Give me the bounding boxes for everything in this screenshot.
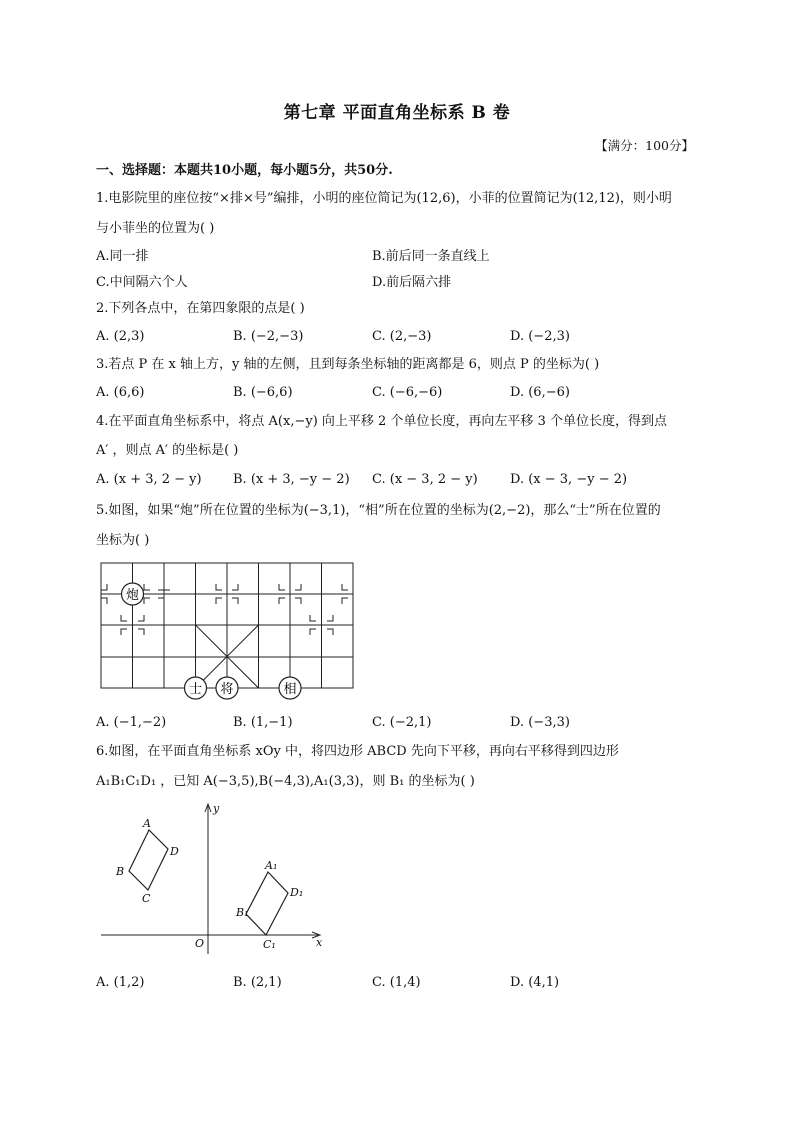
q5-option-c[interactable]: C. (−2,1): [372, 715, 432, 730]
q6-stem-line2: A₁B₁C₁D₁ ，已知 A(−3,5),B(−4,3),A₁(3,3)，则 B₁ 的坐标为( ): [96, 774, 475, 789]
q6-stem-line1: 6.如图，在平面直角坐标系 xOy 中，将四边形 ABCD 先向下平移，再向右平移得到四边形: [96, 744, 619, 759]
q4-option-a[interactable]: A. (x + 3, 2 − y): [96, 472, 202, 487]
q2-stem: 2.下列各点中，在第四象限的点是( ): [96, 301, 305, 316]
section-heading: 一、选择题：本题共10小题，每小题5分，共50分.: [96, 163, 393, 178]
svg-text:相: 相: [283, 682, 297, 697]
q4-option-c[interactable]: C. (x − 3, 2 − y): [372, 472, 478, 487]
label-d1: D₁: [290, 886, 304, 899]
label-d: D: [170, 845, 179, 858]
q6-option-c[interactable]: C. (1,4): [372, 975, 421, 990]
piece-pao: [122, 583, 144, 605]
label-b: B: [116, 865, 125, 878]
page-title: 第七章 平面直角坐标系 B 卷: [283, 103, 511, 123]
quad-abcd: [129, 830, 168, 890]
label-a1: A₁: [265, 859, 278, 872]
label-x: x: [316, 936, 323, 949]
q4-stem-line1: 4.在平面直角坐标系中，将点 A(x,−y) 向上平移 2 个单位长度，再向左平移 3 个单位长度，得到点: [96, 414, 667, 429]
q1-option-c[interactable]: C.中间隔六个人: [96, 275, 188, 290]
piece-jiang: [216, 677, 238, 699]
quad-a1b1c1d1: [246, 872, 288, 935]
q1-option-b[interactable]: B.前后同一条直线上: [372, 249, 490, 264]
label-b1: B₁: [236, 906, 249, 919]
q1-stem-line2: 与小菲坐的位置为( ): [96, 221, 215, 236]
chess-board-figure: [98, 560, 358, 706]
label-origin: O: [195, 937, 205, 950]
svg-text:将: 将: [220, 682, 234, 697]
svg-text:炮: 炮: [125, 588, 140, 603]
piece-shi: [185, 677, 207, 699]
q2-option-b[interactable]: B. (−2,−3): [233, 329, 304, 344]
q5-stem-line2: 坐标为( ): [96, 533, 150, 548]
q6-option-b[interactable]: B. (2,1): [233, 975, 282, 990]
q4-option-b[interactable]: B. (x + 3, −y − 2): [233, 472, 350, 487]
q1-option-d[interactable]: D.前后隔六排: [372, 275, 452, 290]
q2-option-d[interactable]: D. (−2,3): [510, 329, 570, 344]
label-y: y: [213, 802, 220, 815]
label-a: A: [143, 817, 151, 830]
coordinate-figure: [96, 798, 336, 958]
q5-option-a[interactable]: A. (−1,−2): [96, 715, 167, 730]
label-c: C: [142, 892, 151, 905]
q1-stem-line1: 1.电影院里的座位按“×排×号”编排，小明的座位简记为(12,6)，小菲的位置简记为(12,12)，则小明: [96, 191, 672, 206]
q5-option-b[interactable]: B. (1,−1): [233, 715, 293, 730]
q3-option-d[interactable]: D. (6,−6): [510, 385, 570, 400]
score-note: 【满分：100分】: [595, 138, 694, 153]
q2-option-a[interactable]: A. (2,3): [96, 329, 145, 344]
q6-option-a[interactable]: A. (1,2): [96, 975, 145, 990]
q5-stem-line1: 5.如图，如果“炮”所在位置的坐标为(−3,1)，“相”所在位置的坐标为(2,−2)，那么“士”所在位置的: [96, 503, 661, 518]
q3-option-a[interactable]: A. (6,6): [96, 385, 145, 400]
piece-xiang: [279, 677, 301, 699]
q4-option-d[interactable]: D. (x − 3, −y − 2): [510, 472, 628, 487]
q3-stem: 3.若点 P 在 x 轴上方，y 轴的左侧，且到每条坐标轴的距离都是 6，则点 P 的坐标为( ): [96, 357, 600, 372]
q6-option-d[interactable]: D. (4,1): [510, 975, 560, 990]
svg-text:士: 士: [188, 682, 203, 697]
q1-option-a[interactable]: A.同一排: [96, 249, 149, 264]
q2-option-c[interactable]: C. (2,−3): [372, 329, 432, 344]
q3-option-b[interactable]: B. (−6,6): [233, 385, 293, 400]
q3-option-c[interactable]: C. (−6,−6): [372, 385, 443, 400]
label-c1: C₁: [263, 938, 276, 951]
q5-option-d[interactable]: D. (−3,3): [510, 715, 570, 730]
q4-stem-line2: A′ ，则点 A′ 的坐标是( ): [96, 443, 239, 458]
